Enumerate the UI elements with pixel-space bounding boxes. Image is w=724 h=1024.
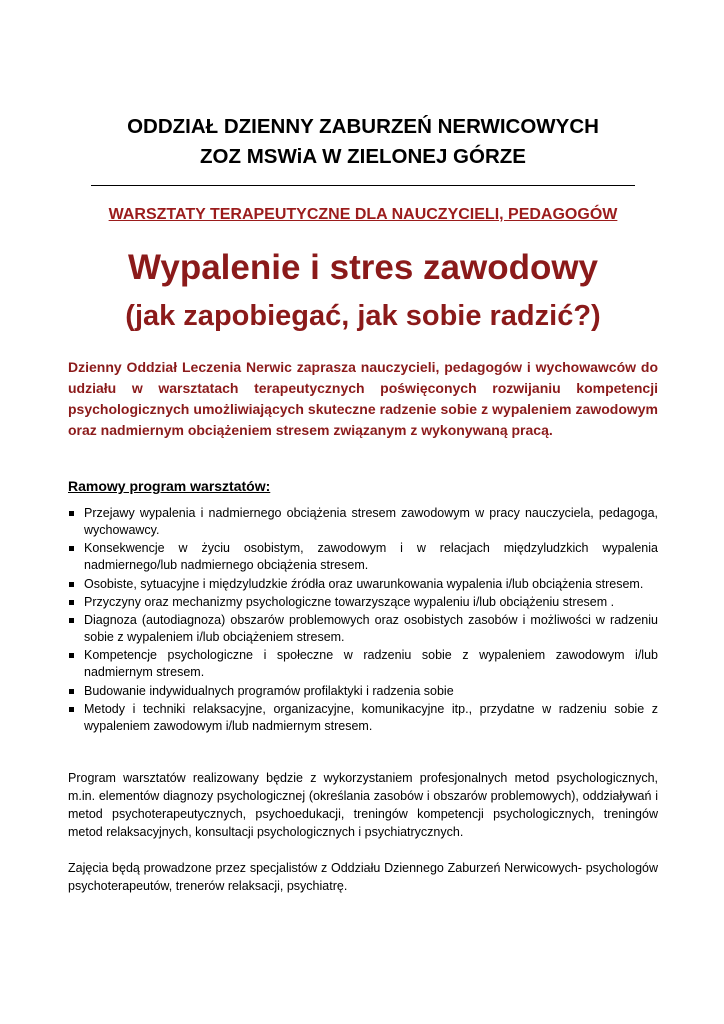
list-item: [68, 683, 658, 700]
header-line-1: ODDZIAŁ DZIENNY ZABURZEŃ NERWICOWYCH: [127, 115, 599, 138]
list-item-text: Kompetencje psychologiczne i społeczne w radzeniu sobie z wypaleniem zawodowym i/lub nadmiernym stresem.: [84, 648, 658, 680]
list-item-text: Diagnoza (autodiagnoza) obszarów problemowych oraz osobistych zasobów i możliwości w radzeniu sobie z wypaleniem i/lub obciążeniem stresem.: [84, 613, 658, 645]
bullet-square-icon: [69, 689, 74, 694]
bullet-square-icon: [69, 600, 74, 605]
list-item: [68, 647, 658, 681]
list-item-text: Metody i techniki relaksacyjne, organizacyjne, komunikacyjne itp., przydatne w radzeniu sobie z wypaleniem zawodowym i/lub nadmiernym stresem.: [84, 702, 658, 734]
list-item: [68, 576, 658, 593]
list-item-text: Osobiste, sytuacyjne i międzyludzkie źródła oraz uwarunkowania wypalenia i/lub obciążenia stresem.: [84, 576, 644, 591]
staff-paragraph: Zajęcia będą prowadzone przez specjalistów z Oddziału Dziennego Zaburzeń Nerwicowych- psychologów psychoterapeutów, trenerów relaksacji, psychiatrę.: [68, 861, 658, 893]
list-item: [68, 594, 658, 611]
list-item-text: Budowanie indywidualnych programów profilaktyki i radzenia sobie: [84, 683, 454, 698]
program-heading: Ramowy program warsztatów:: [68, 478, 271, 494]
workshop-label: WARSZTATY TERAPEUTYCZNE DLA NAUCZYCIELI, PEDAGOGÓW: [108, 206, 618, 223]
bullet-square-icon: [69, 653, 74, 658]
page-title: Wypalenie i stres zawodowy: [127, 248, 599, 287]
methods-paragraph: Program warsztatów realizowany będzie z wykorzystaniem profesjonalnych metod psychologicznych, m.in. elementów diagnozy psychologicznej (określania zasobów i obszarów problemowych), oddziaływań i metod psychoterapeutycznych, psychoedukacji, treningów kompetencji psychologicznych, treningów metod relaksacyjnych, konsultacji psychologicznych i psychiatrycznych.: [68, 771, 658, 839]
header-divider: [91, 185, 635, 186]
list-item-text: Konsekwencje w życiu osobistym, zawodowym i w relacjach międzyludzkich wypalenia nadmiernego/lub nadmiernego obciążenia stresem.: [84, 541, 658, 573]
intro-paragraph: Dzienny Oddział Leczenia Nerwic zaprasza nauczycieli, pedagogów i wychowawców do udziału w warsztatach terapeutycznych poświęconych rozwijaniu kompetencji psychologicznych umożliwiających skuteczne radzenie sobie z wypaleniem zawodowym oraz nadmiernym obciążeniem stresem związanym z wykonywaną pracą.: [68, 359, 658, 438]
bullet-square-icon: [69, 546, 74, 551]
bullet-square-icon: [69, 618, 74, 623]
list-item: [68, 701, 658, 735]
header-line-2: ZOZ MSWiA W ZIELONEJ GÓRZE: [200, 145, 526, 168]
list-item-text: Przejawy wypalenia i nadmiernego obciążenia stresem zawodowym w pracy nauczyciela, pedagoga, wychowawcy.: [84, 506, 658, 537]
list-item: [68, 612, 658, 646]
list-item: [68, 505, 658, 539]
list-item: [68, 540, 658, 574]
list-item-text: Przyczyny oraz mechanizmy psychologiczne towarzyszące wypaleniu i/lub obciążeniu stresem .: [84, 594, 615, 609]
page-subtitle: (jak zapobiegać, jak sobie radzić?): [125, 300, 601, 332]
bullet-square-icon: [69, 582, 74, 587]
bullet-square-icon: [69, 511, 74, 516]
bullet-square-icon: [69, 707, 74, 712]
program-list: [68, 505, 658, 736]
